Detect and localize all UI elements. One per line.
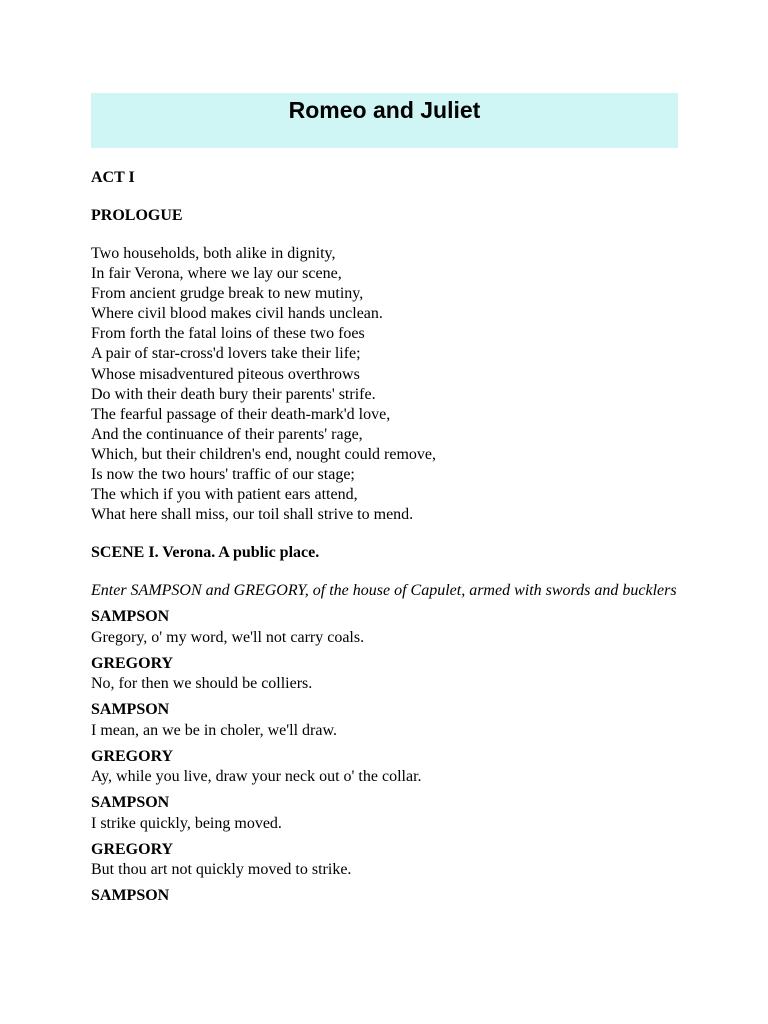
scene-heading: SCENE I. Verona. A public place. <box>91 544 320 562</box>
verse-line: From ancient grudge break to new mutiny, <box>91 285 364 303</box>
speech-block <box>91 607 678 648</box>
speaker-name: GREGORY <box>91 654 174 672</box>
speech-line: I mean, an we be in choler, we'll draw. <box>91 721 337 739</box>
verse-line: In fair Verona, where we lay our scene, <box>91 265 342 283</box>
prologue-heading: PROLOGUE <box>91 207 183 224</box>
speech-block <box>91 840 678 881</box>
verse-line: The which if you with patient ears attend, <box>91 486 358 504</box>
speech-block <box>91 886 678 907</box>
prologue-verse <box>91 244 678 525</box>
verse-line: Two households, both alike in dignity, <box>91 245 336 262</box>
speaker-name: SAMPSON <box>91 701 170 719</box>
verse-line: Which, but their children's end, nought could remove, <box>91 445 437 463</box>
speaker-name: SAMPSON <box>91 794 170 812</box>
verse-line: Where civil blood makes civil hands unclean. <box>91 305 383 323</box>
speech-line: I strike quickly, being moved. <box>91 814 282 832</box>
verse-line: A pair of star-cross'd lovers take their life; <box>91 345 361 363</box>
verse-line: And the continuance of their parents' rage, <box>91 425 363 443</box>
act-heading: ACT I <box>91 169 135 186</box>
speaker-name: GREGORY <box>91 747 174 765</box>
speaker-name: GREGORY <box>91 840 174 858</box>
verse-line: The fearful passage of their death-mark'd love, <box>91 405 391 423</box>
speech-line: But thou art not quickly moved to strike. <box>91 861 352 879</box>
page-title: Romeo and Juliet <box>288 97 481 123</box>
speaker-name: SAMPSON <box>91 887 170 905</box>
document-page <box>91 93 678 907</box>
speech-line: Ay, while you live, draw your neck out o' the collar. <box>91 768 422 786</box>
verse-line: What here shall miss, our toil shall strive to mend. <box>91 506 414 524</box>
stage-direction: Enter SAMPSON and GREGORY, of the house of Capulet, armed with swords and bucklers <box>91 582 677 600</box>
title-banner <box>91 93 678 148</box>
speaker-name: SAMPSON <box>91 608 170 626</box>
speech-block <box>91 747 678 788</box>
speech-line: Gregory, o' my word, we'll not carry coals. <box>91 628 365 646</box>
speech-line: No, for then we should be colliers. <box>91 675 313 693</box>
verse-line: Do with their death bury their parents' strife. <box>91 385 376 403</box>
verse-line: From forth the fatal loins of these two foes <box>91 325 365 343</box>
verse-line: Whose misadventured piteous overthrows <box>91 365 360 383</box>
speech-block <box>91 700 678 741</box>
verse-line: Is now the two hours' traffic of our stage; <box>91 466 355 484</box>
speech-block <box>91 654 678 695</box>
speech-block <box>91 793 678 834</box>
